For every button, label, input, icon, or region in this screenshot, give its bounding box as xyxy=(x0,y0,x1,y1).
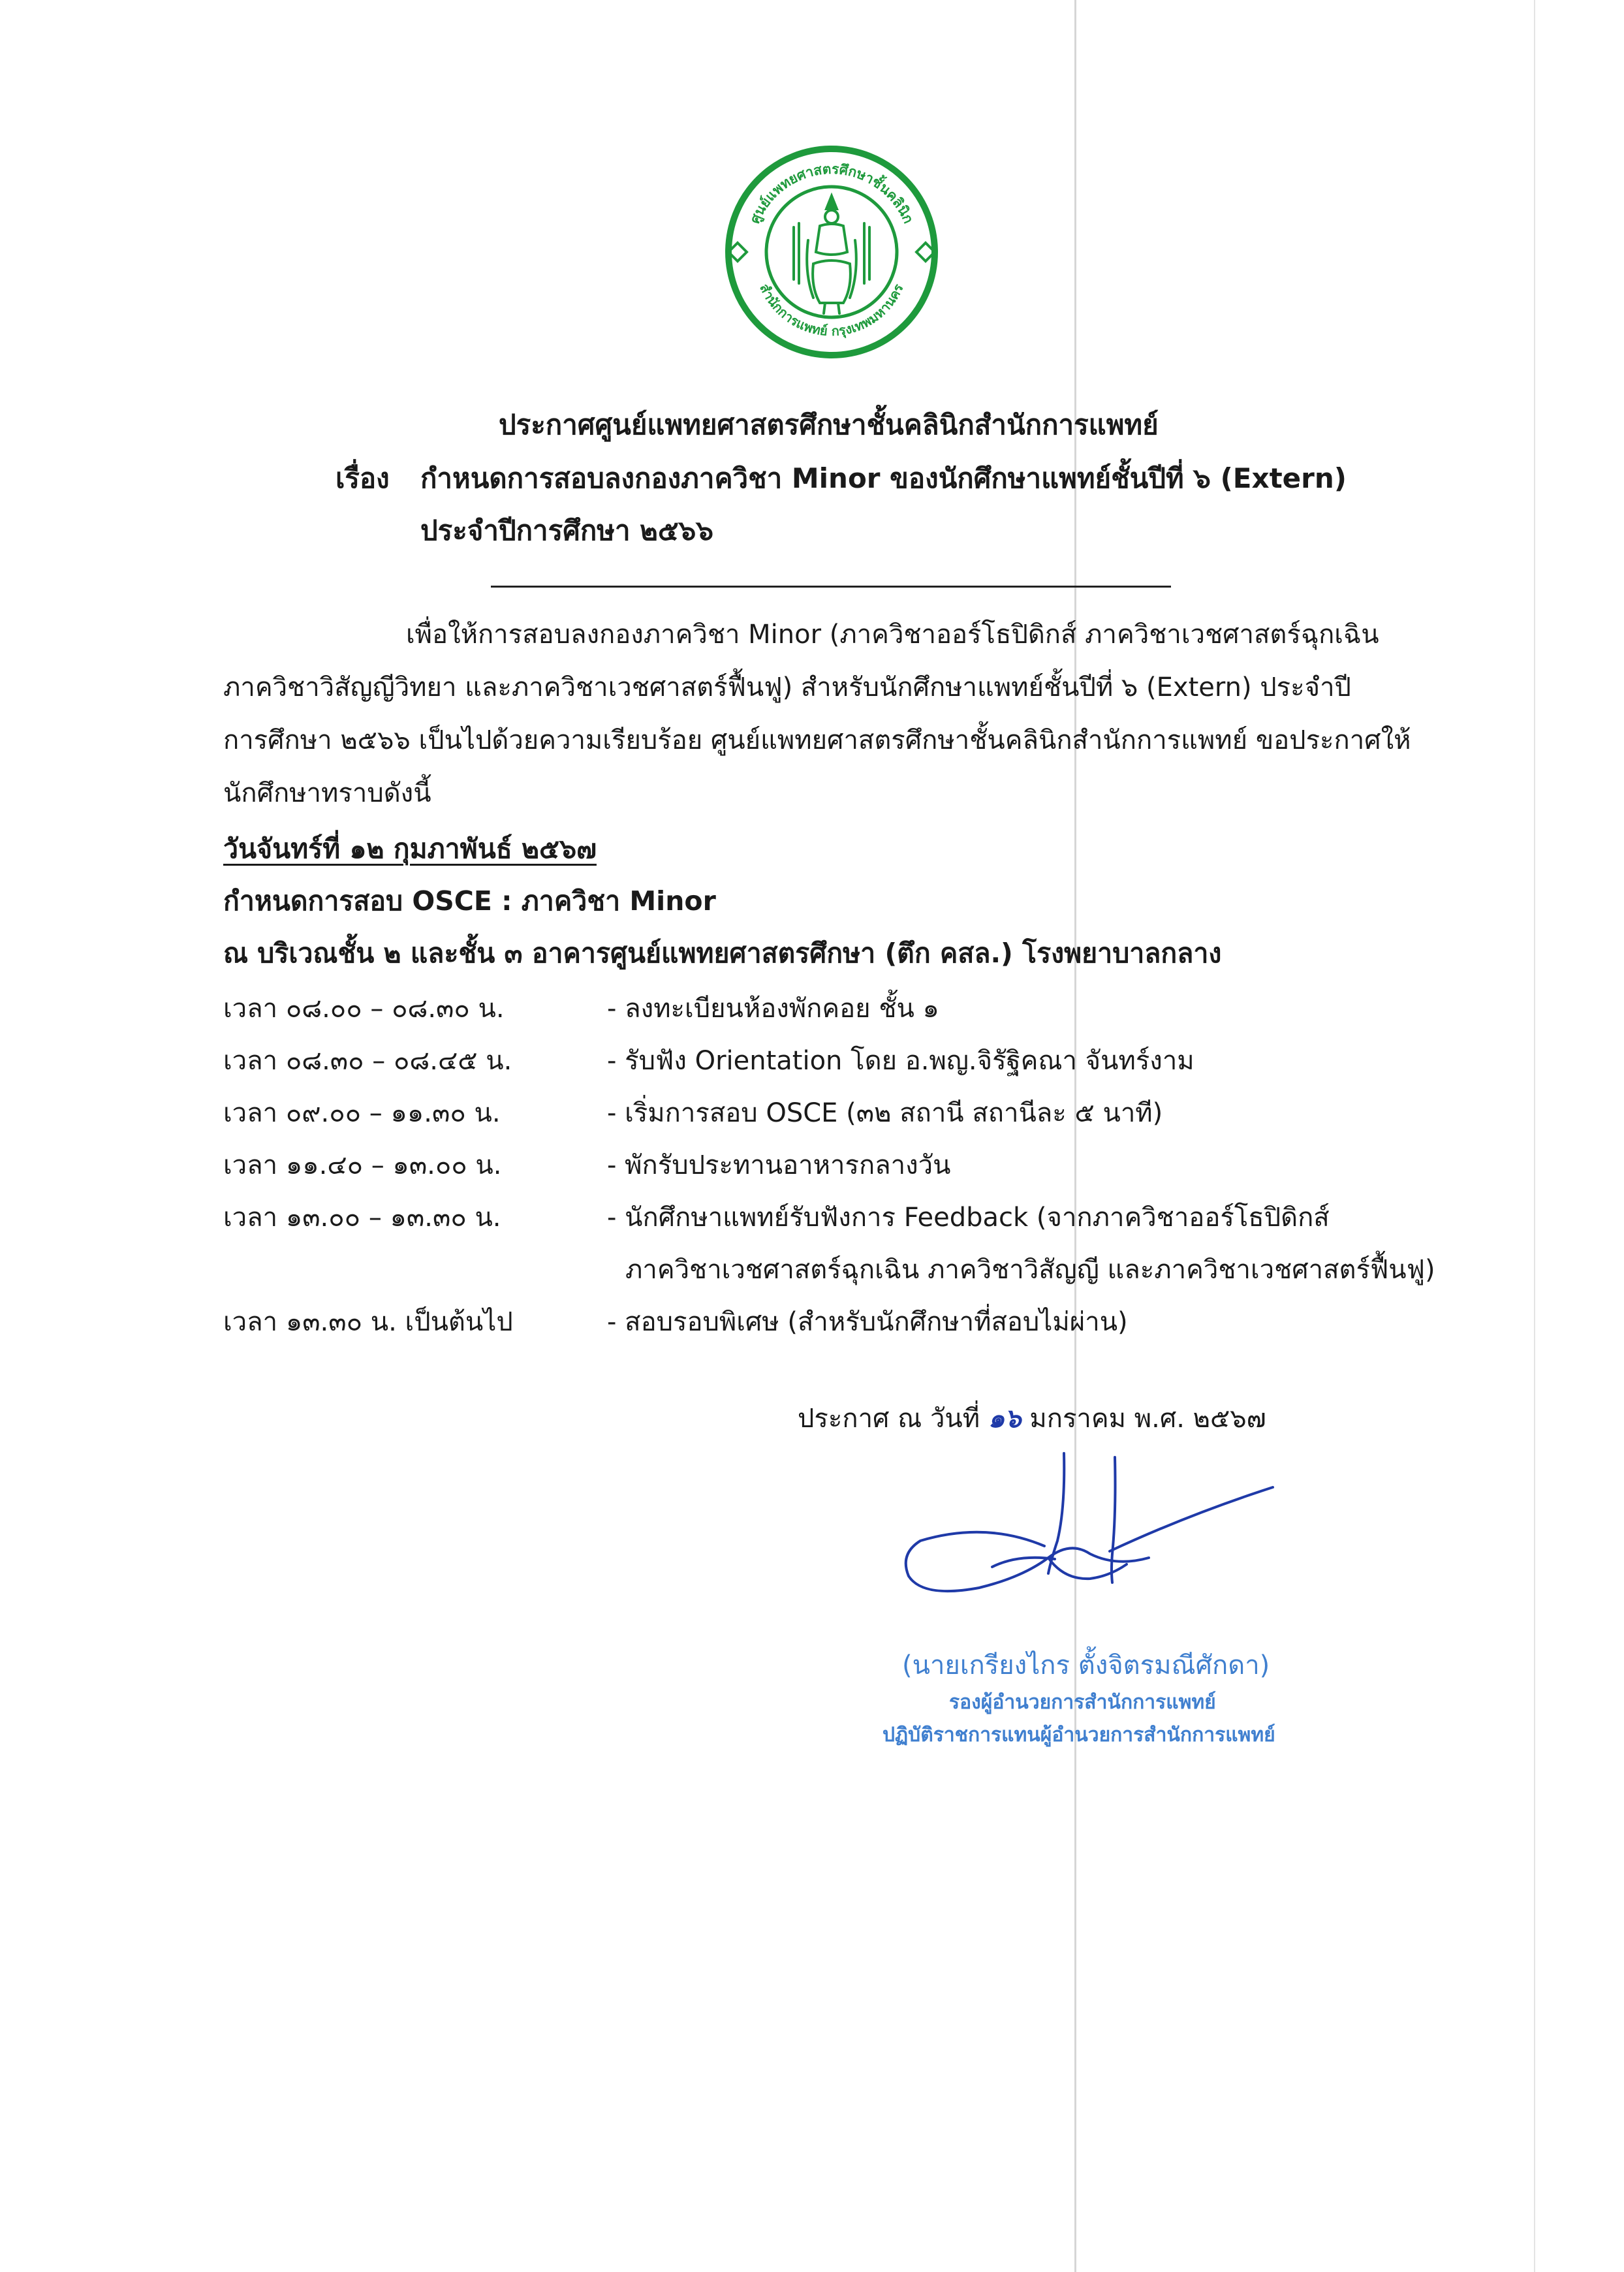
schedule-activity-continued: ภาควิชาเวชศาสตร์ฉุกเฉิน ภาควิชาวิสัญญี และภาควิชาเวชศาสตร์ฟื้นฟู) xyxy=(625,1255,1435,1285)
exam-location: ณ บริเวณชั้น ๒ และชั้น ๓ อาคารศูนย์แพทยศาสตรศึกษา (ตึก คสล.) โรงพยาบาลกลาง xyxy=(223,938,1222,969)
schedule-activity: - ลงทะเบียนห้องพักคอย ชั้น ๑ xyxy=(607,994,939,1024)
seal-emblem xyxy=(794,196,869,313)
seal-text-top: ศูนย์แพทยศาสตรศึกษาชั้นคลินิก xyxy=(747,161,916,226)
subject-label: เรื่อง xyxy=(336,462,390,494)
scan-line xyxy=(1074,0,1076,2272)
subject-line-2: ประจำปีการศึกษา ๒๕๖๖ xyxy=(420,514,713,546)
exam-heading: กำหนดการสอบ OSCE : ภาควิชา Minor xyxy=(223,885,716,917)
schedule-activity: - นักศึกษาแพทย์รับฟังการ Feedback (จากภาควิชาออร์โธปิดิกส์ xyxy=(607,1203,1330,1233)
body-paragraph xyxy=(223,608,1443,820)
announcement-date xyxy=(798,1397,1266,1439)
schedule-time: เวลา ๐๘.๐๐ – ๐๘.๓๐ น. xyxy=(223,994,505,1024)
schedule-time: เวลา ๐๙.๐๐ – ๑๑.๓๐ น. xyxy=(223,1098,501,1128)
announcement-month-year: มกราคม พ.ศ. ๒๕๖๗ xyxy=(1029,1404,1266,1434)
schedule-time: เวลา ๐๘.๓๐ – ๐๘.๔๕ น. xyxy=(223,1046,512,1076)
announcement-day: ๑๖ xyxy=(988,1404,1022,1434)
schedule-activity: - พักรับประทานอาหารกลางวัน xyxy=(607,1150,951,1180)
signature xyxy=(894,1443,1286,1639)
schedule-time: เวลา ๑๓.๐๐ – ๑๓.๓๐ น. xyxy=(223,1203,501,1233)
date-heading: วันจันทร์ที่ ๑๒ กุมภาพันธ์ ๒๕๖๗ xyxy=(223,833,597,864)
heading-divider xyxy=(491,586,1171,588)
signatory-name: (นายเกรียงไกร ตั้งจิตรมณีศักดา) xyxy=(902,1650,1270,1680)
announcement-prefix: ประกาศ ณ วันที่ xyxy=(798,1404,980,1434)
body-line: ภาควิชาวิสัญญีวิทยา และภาควิชาเวชศาสตร์ฟื้นฟู) สำหรับนักศึกษาแพทย์ชั้นปีที่ ๖ (Extern) ประจำปี xyxy=(223,672,1351,702)
body-line: นักศึกษาทราบดังนี้ xyxy=(223,778,431,808)
seal-logo xyxy=(722,142,941,362)
schedule-activity: - เริ่มการสอบ OSCE (๓๒ สถานี สถานีละ ๕ นาที) xyxy=(607,1098,1163,1128)
signatory-position-2: ปฏิบัติราชการแทนผู้อำนวยการสำนักการแพทย์ xyxy=(882,1724,1275,1746)
schedule-activity: - รับฟัง Orientation โดย อ.พญ.จิรัฐิคณา จันทร์งาม xyxy=(607,1046,1195,1076)
schedule-time: เวลา ๑๓.๓๐ น. เป็นต้นไป xyxy=(223,1307,513,1337)
seal-text-bottom: สำนักการแพทย์ กรุงเทพมหานคร xyxy=(757,281,907,339)
signatory-position-1: รองผู้อำนวยการสำนักการแพทย์ xyxy=(949,1691,1216,1714)
scan-line xyxy=(1534,0,1535,2272)
body-line: เพื่อให้การสอบลงกองภาควิชา Minor (ภาควิชาออร์โธปิดิกส์ ภาควิชาเวชศาสตร์ฉุกเฉิน xyxy=(406,620,1379,650)
schedule-activity: - สอบรอบพิเศษ (สำหรับนักศึกษาที่สอบไม่ผ่าน) xyxy=(607,1307,1128,1337)
body-line: การศึกษา ๒๕๖๖ เป็นไปด้วยความเรียบร้อย ศูนย์แพทยศาสตรศึกษาชั้นคลินิกสำนักการแพทย์ ขอประกาศให้ xyxy=(223,725,1411,755)
subject-line-1: กำหนดการสอบลงกองภาควิชา Minor ของนักศึกษาแพทย์ชั้นปีที่ ๖ (Extern) xyxy=(420,462,1347,494)
schedule-time: เวลา ๑๑.๔๐ – ๑๓.๐๐ น. xyxy=(223,1150,502,1180)
document-title: ประกาศศูนย์แพทยศาสตรศึกษาชั้นคลินิกสำนักการแพทย์ xyxy=(499,409,1159,441)
